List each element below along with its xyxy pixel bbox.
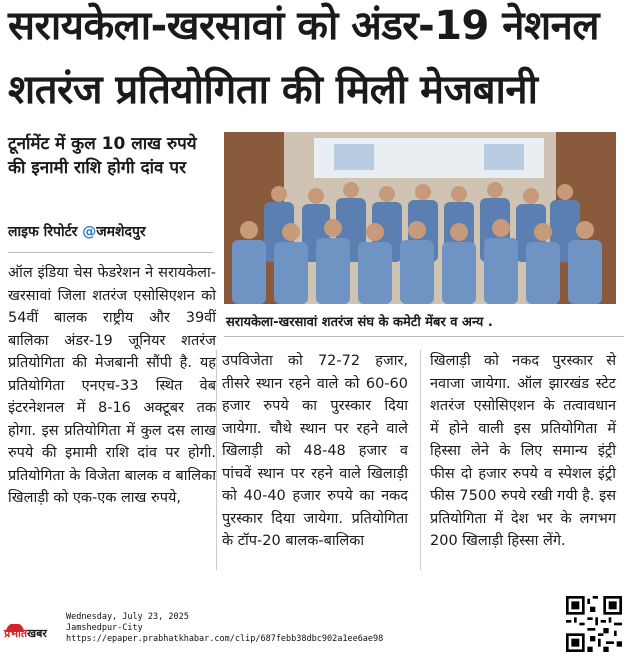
subheadline: टूर्नामेंट में कुल 10 लाख रुपये की इनामी राशि होगी दांव पर xyxy=(8,134,197,178)
qr-code-icon[interactable] xyxy=(566,596,622,652)
logo-suffix: खबर xyxy=(27,627,47,640)
logo-text xyxy=(4,626,47,641)
byline-divider xyxy=(8,252,214,253)
byline xyxy=(8,222,208,241)
headline-line-1: सरायकेला-खरसावां को अंडर-19 नेशनल xyxy=(8,3,600,49)
article-column-1: ऑल इंडिया चेस फेडरेशन ने सरायकेला-खरसावां जिला शतरंज एसोसिएशन को 54वीं बालक राष्ट्रीय और 39वीं बालिका अंडर-19 जूनियर शतरंज प्रतियोगिता की मेजबानी सौंपी है. यह प्रतियोगिता एनएच-33 स्थित वेब इंटरनेशनल में 8-16 अक्टूबर तक होगा. इस प्रतियोगिता में कुल दस लाख रुपये की इमामी राशि दांव पर होगी. प्रतियोगिता के विजेता बालक व बालिका खिलाड़ी को एक-एक लाख रुपये, xyxy=(8,265,216,506)
article-column-2: उपविजेता को 72-72 हजार, तीसरे स्थान रहने वाले को 60-60 हजार रुपये का पुरस्कार दिया जायेगा. चौथे स्थान पर रहने वाले खिलाड़ी को 48-48 हजार व पांचवें स्थान पर रहने वाले खिलाड़ी को 40-40 हजार रुपये का नकद पुरस्कार दिया जायेगा. प्रतियोगिता के टॉप-20 बालक-बालिका xyxy=(222,353,408,549)
group-photo-illustration xyxy=(224,132,616,304)
headline-line-2: शतरंज प्रतियोगिता की मिली मेजबानी xyxy=(8,67,538,113)
clip-url[interactable]: https://epaper.prabhatkhabar.com/clip/687febb38dbc902a1ee6ae98 xyxy=(66,634,384,644)
clip-metadata xyxy=(66,612,383,645)
byline-reporter: लाइफ रिपोर्टर xyxy=(8,224,78,240)
clip-edition: Jamshedpur-City xyxy=(66,623,143,633)
article-column-3: खिलाड़ी को नकद पुरस्कार से नवाजा जायेगा. ऑल झारखंड स्टेट शतरंज एसोसिएशन के तत्वावधान में होने वाली इस प्रतियोगिता में हिस्सा लेने के लिए समान्य इंट्री फीस दो हजार रुपये व स्पेशल इंट्री फीस 7500 रुपये रखी गयी है. इस प्रतियोगिता में देश भर के लगभग 200 खिलाड़ी हिस्सा लेंगे. xyxy=(430,353,616,549)
page-fade xyxy=(0,580,634,610)
caption-divider xyxy=(224,336,624,337)
logo-prefix: प्रभात xyxy=(4,627,28,640)
column-divider xyxy=(420,350,421,570)
byline-place: जमशेदपुर xyxy=(96,224,146,240)
clip-date: Wednesday, July 23, 2025 xyxy=(66,612,189,622)
column-divider xyxy=(216,350,217,570)
group-photo xyxy=(224,132,616,304)
photo-caption: सरायकेला-खरसावां शतरंज संघ के कमेटी मेंबर व अन्य . xyxy=(226,315,493,330)
byline-at: @ xyxy=(82,224,97,240)
